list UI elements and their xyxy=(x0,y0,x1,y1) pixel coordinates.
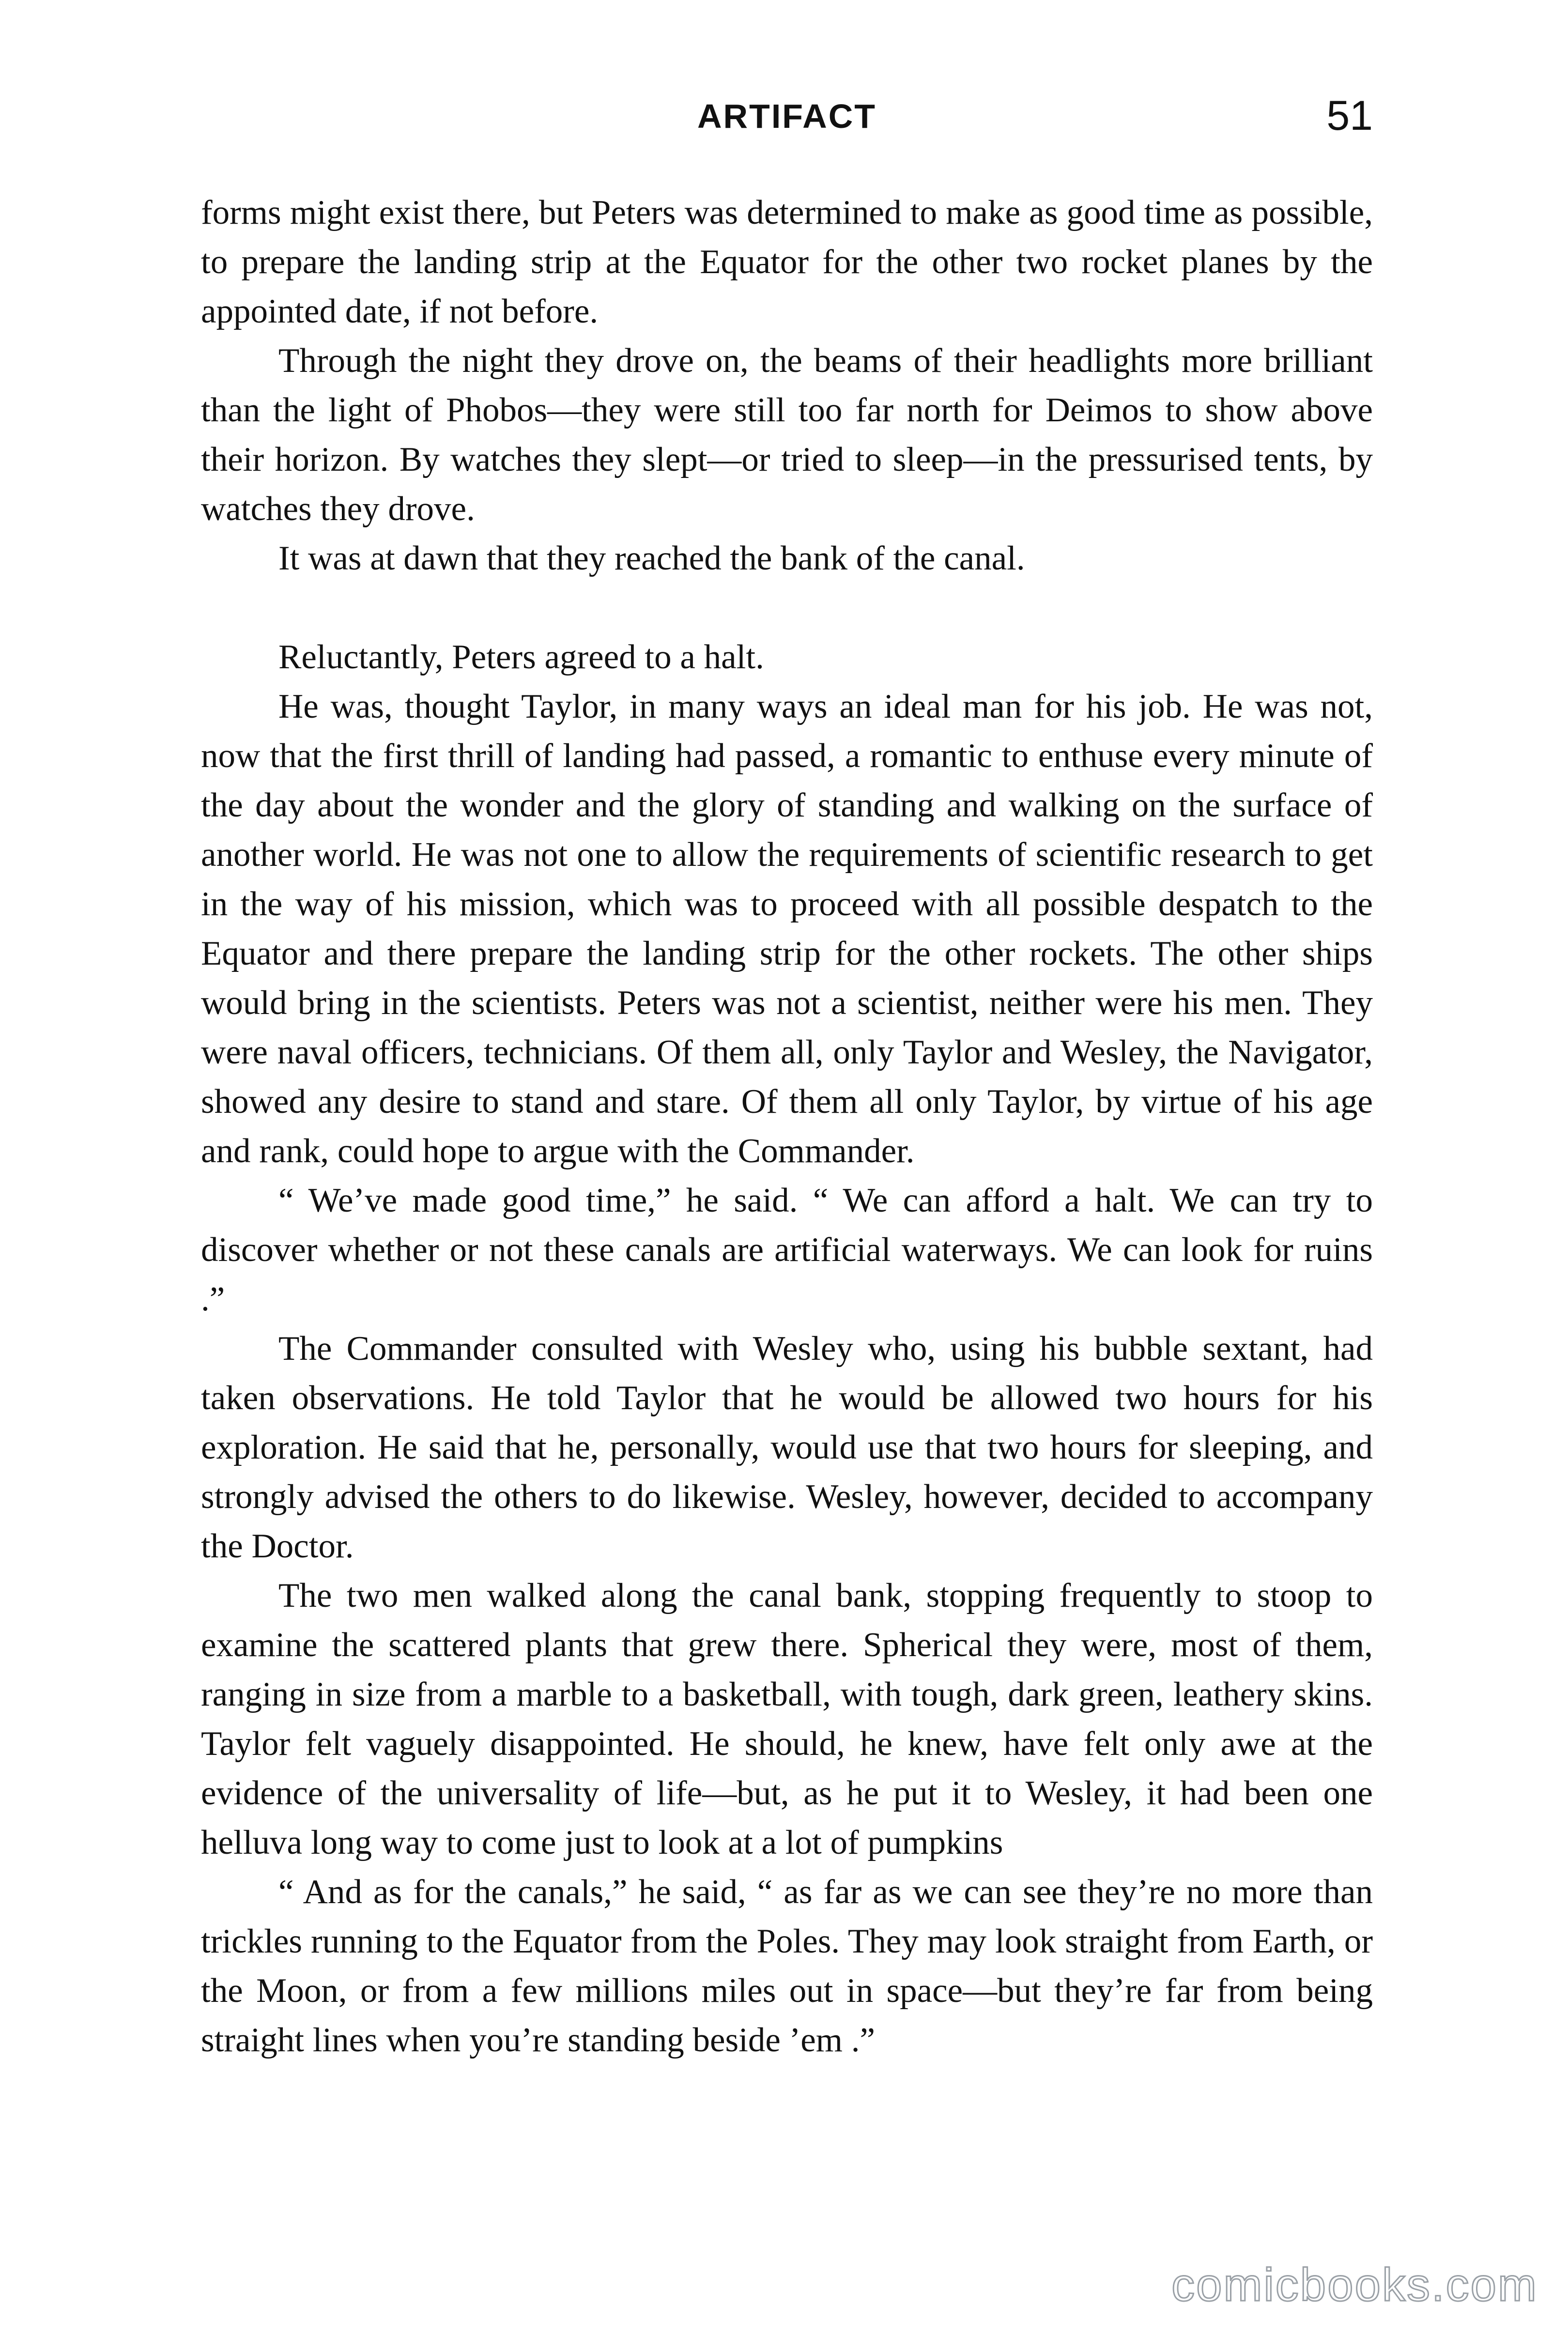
paragraph: He was, thought Taylor, in many ways an ideal man for his job. He was not, now that the first thrill of landing had passed, a romantic to enthuse every minute of the day about the wonder and the glory of standing and walking on the surface of another world. He was not one to allow the requirements of scientific research to get in the way of his mission, which was to proceed with all possible despatch to the Equator and there prepare the landing strip for the other rockets. The other ships would bring in the scientists. Peters was not a scientist, neither were his men. They were naval officers, technicians. Of them all, only Taylor and Wesley, the Navigator, showed any desire to stand and stare. Of them all only Taylor, by virtue of his age and rank, could hope to argue with the Commander. xyxy=(201,688,1373,1170)
page-header xyxy=(201,92,1373,145)
paragraph: Reluctantly, Peters agreed to a halt. xyxy=(278,638,764,676)
paragraph: forms might exist there, but Peters was determined to make as good time as possible, to prepare the landing strip at the Equator for the other two rocket planes by the appointed date, if not before. xyxy=(201,194,1373,330)
paragraph: The Commander consulted with Wesley who, using his bubble sextant, had taken observations. He told Taylor that he would be allowed two hours for his exploration. He said that he, personally, would use that two hours for sleeping, and strongly advised the others to do likewise. Wesley, however, decided to accompany the Doctor. xyxy=(201,1330,1373,1565)
paragraph: “ We’ve made good time,” he said. “ We can afford a halt. We can try to discover whether or not these canals are artificial waterways. We can look for ruins .” xyxy=(201,1182,1373,1318)
paragraph: It was at dawn that they reached the bank of the canal. xyxy=(278,539,1025,577)
paragraph: “ And as for the canals,” he said, “ as far as we can see they’re no more than trickles running to the Equator from the Poles. They may look straight from Earth, or the Moon, or from a few millions miles out in space—but they’re far from being straight lines when you’re standing beside ’em .” xyxy=(201,1873,1373,2059)
body-text xyxy=(201,188,1373,2065)
running-title: ARTIFACT xyxy=(697,97,877,135)
watermark: comicbooks.com xyxy=(1171,2259,1538,2311)
page-number: 51 xyxy=(1326,92,1373,139)
paragraph: Through the night they drove on, the beams of their headlights more brilliant than the light of Phobos—they were still too far north for Deimos to show above their horizon. By watches they slept—or tried to sleep—in the pressurised tents, by watches they drove. xyxy=(201,342,1373,528)
paragraph: The two men walked along the canal bank, stopping frequently to stoop to examine the scattered plants that grew there. Spherical they were, most of them, ranging in size from a marble to a basketball, with tough, dark green, leathery skins. Taylor felt vaguely disappointed. He should, he knew, have felt only awe at the evidence of the universality of life—but, as he put it to Wesley, it had been one helluva long way to come just to look at a lot of pumpkins xyxy=(201,1577,1373,1861)
